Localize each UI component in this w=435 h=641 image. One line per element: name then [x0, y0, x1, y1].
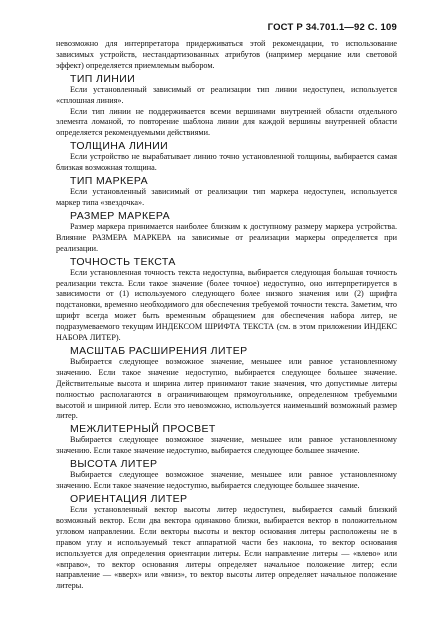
paragraph: Размер маркера принимается наиболее близким к доступному размеру маркера устройства. Влияние РАЗМЕРА МАРКЕРА на зависимые от реализации маркеры определяется при реализации. [56, 221, 397, 253]
paragraph: Если установленный вектор высоты литер недоступен, выбирается самый близкий возможный вектор. Если два вектора одинаково близки, выбирается вектор в положительном угловом направлении. Если векторы высоты и вектор основания литеры расположены не в правом углу и используемый текст аппаратной части без наклона, то вектор основания используется для определения ориентации литеры. Если направление литеры — «влево» или «вправо», то вектор основания литеры определяет начальное положение литер; если направление — «вверх» или «вниз», то вектор высоты литер определяет начальное положение литеры. [56, 505, 397, 591]
section-heading: ОРИЕНТАЦИЯ ЛИТЕР [70, 493, 188, 505]
paragraph: Выбирается следующее возможное значение, меньшее или равное установленному значению. Если такое значение недоступно, выбирается следующее большее значение. [56, 470, 397, 491]
paragraph: Если установленная точность текста недоступна, выбирается следующая большая точность реализации текста. Если такое значение (более точное) недоступно, оно интерпретируется в зависимости от (1) используемого следующего более низкого значения или (2) шрифта подстановки, временно необходимого для обеспечения требуемой точности текста. Заметим, что шрифт всегда может быть временным обращением для обеспечения набора литер, не подразумеваемого текущим ИНДЕКСОМ ШРИФТА ТЕКСТА (см. в этом приложении ИНДЕКС НАБОРА ЛИТЕР). [56, 267, 397, 343]
paragraph: Если установленный зависимый от реализации тип линии недоступен, используется «сплошная линия». [56, 84, 397, 105]
section-heading: ТИП МАРКЕРА [70, 175, 149, 188]
paragraph: Если тип линии не поддерживается всеми вершинами внутренней области отдельного элемента ломаной, то повторение шаблона линии для каждой вершины внутренней области определяется рекомендуемыми действиями. [56, 106, 397, 138]
section-heading: МЕЖЛИТЕРНЫЙ ПРОСВЕТ [70, 423, 216, 436]
section-heading: ВЫСОТА ЛИТЕР [70, 458, 158, 471]
section-heading: МАСШТАБ РАСШИРЕНИЯ ЛИТЕР [70, 344, 248, 357]
paragraph: невозможно для интерпретатора придерживаться этой рекомендации, то использование зависимых устройств, нестандартизованных атрибутов (например мерцание или световой эффект) определяется приемлемым выбором. [56, 39, 397, 70]
section-heading: ТОЧНОСТЬ ТЕКСТА [70, 255, 176, 268]
paragraph: Выбирается следующее возможное значение, меньшее или равное установленному значению. Если такое значение недоступно, выбирается следующее большее значение. [56, 435, 397, 456]
paragraph: Выбирается следующее возможное значение, меньшее или равное установленному значению. Если такое значение недоступно, выбирается следующее большее значение. Действительные высота и ширина литер принимают такие значения, что допустимые литеры полностью располагаются в ограничивающем прямоугольнике, определенном требуемыми высотой и шириной литер. Если это невозможно, используется наименьший возможный размер литер. [56, 356, 397, 421]
section-heading: ТОЛЩИНА ЛИНИИ [70, 140, 169, 153]
section-heading: РАЗМЕР МАРКЕРА [70, 209, 170, 222]
paragraph: Если устройство не вырабатывает линию точно установленной толщины, выбирается самая близкая возможная толщина. [56, 152, 397, 173]
document-body [56, 39, 397, 592]
paragraph: Если установленный зависимый от реализации тип маркера недоступен, используется маркер типа «звездочка». [56, 187, 397, 207]
section-heading: ТИП ЛИНИИ [70, 72, 136, 85]
page-header: ГОСТ Р 34.701.1—92 С. 109 [267, 22, 397, 33]
